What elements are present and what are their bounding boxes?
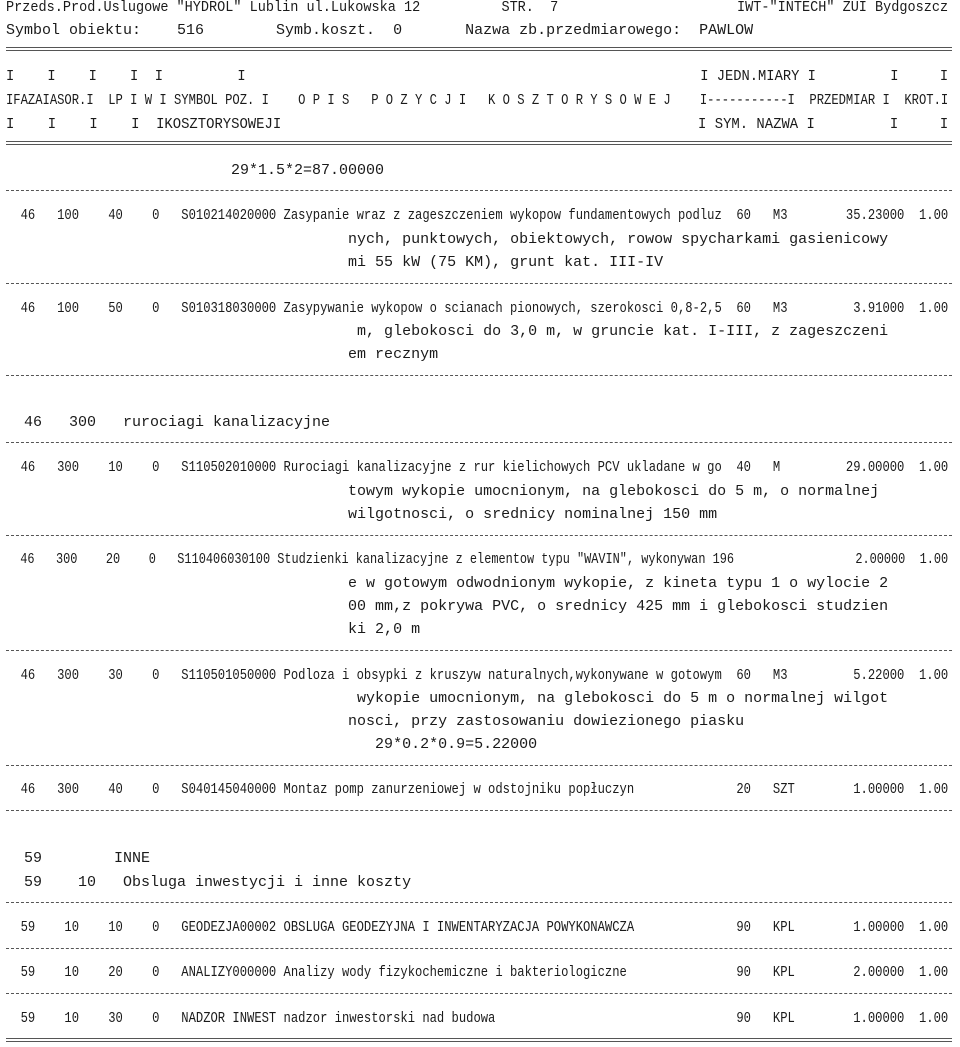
description-line: wykopie umocnionym, na glebokosci do 5 m o normalnej wilgot — [6, 690, 889, 707]
description-line: wilgotnosci, o srednicy nominalnej 150 mm — [6, 506, 718, 523]
section-title: 46 300 rurociagi kanalizacyjne — [6, 414, 331, 431]
header-line-company: Przeds.Prod.Uslugowe "HYDROL" Lublin ul.Lukowska 12 STR. 7 IWT-"INTECH" ZUI Bydgoszcz — [6, 0, 949, 16]
row-separator — [6, 902, 952, 903]
description-line: m, glebokosci do 3,0 m, w gruncie kat. I-III, z zageszczeni — [6, 323, 889, 340]
section-title: 59 10 Obsluga inwestycji i inne koszty — [6, 874, 412, 891]
description-line: ki 2,0 m — [6, 621, 421, 638]
description-line: mi 55 kW (75 KM), grunt kat. III-IV — [6, 254, 664, 271]
row-separator — [6, 535, 952, 536]
row-separator — [6, 948, 952, 949]
description-line: towym wykopie umocnionym, na glebokosci do 5 m, o normalnej — [6, 483, 880, 500]
position-line: 46 300 40 0 S040145040000 Montaz pomp zanurzeniowej w odstojniku popłuczyn 20 SZT 1.00000 1.00 — [6, 781, 949, 798]
calc-line: 29*1.5*2=87.00000 — [6, 162, 385, 179]
double-rule — [6, 141, 952, 145]
row-separator — [6, 190, 952, 191]
column-header-row: I I I I IKOSZTORYSOWEJI I SYM. NAZWA I I I — [6, 116, 949, 133]
header-line-object: Symbol obiektu: 516 Symb.koszt. 0 Nazwa zb.przedmiarowego: PAWLOW — [6, 22, 754, 39]
row-separator — [6, 650, 952, 651]
position-line: 46 300 10 0 S110502010000 Rurociagi kanalizacyjne z rur kielichowych PCV ukladane w go 40 M 29.00000 1.00 — [6, 459, 949, 476]
section-title: 59 INNE — [6, 850, 151, 867]
position-line: 59 10 10 0 GEODEZJA00002 OBSLUGA GEODEZYJNA I INWENTARYZACJA POWYKONAWCZA 90 KPL 1.00000 1.00 — [6, 919, 949, 936]
double-rule — [6, 47, 952, 51]
description-line: em recznym — [6, 346, 439, 363]
position-line: 59 10 30 0 NADZOR INWEST nadzor inwestorski nad budowa 90 KPL 1.00000 1.00 — [6, 1010, 949, 1027]
position-line: 46 100 40 0 S010214020000 Zasypanie wraz z zageszczeniem wykopow fundamentowych podluz 60 M3 35.23000 1.00 — [6, 207, 949, 224]
description-line: nych, punktowych, obiektowych, rowow spycharkami gasienicowy — [6, 231, 889, 248]
row-separator — [6, 810, 952, 811]
row-separator — [6, 765, 952, 766]
description-line: nosci, przy zastosowaniu dowiezionego piasku — [6, 713, 745, 730]
row-separator — [6, 993, 952, 994]
calc-line: 29*0.2*0.9=5.22000 — [6, 736, 538, 753]
double-rule — [6, 1038, 952, 1042]
row-separator — [6, 442, 952, 443]
row-separator — [6, 283, 952, 284]
position-line: 46 300 20 0 S110406030100 Studzienki kanalizacyjne z elementow typu "WAVIN", wykonywan 196 2.00000 1.00 — [6, 551, 949, 568]
row-separator — [6, 375, 952, 376]
column-header-row: IFAZAIASOR.I LP I W I SYMBOL POZ. I O P I S P O Z Y C J I K O S Z T O R Y S O W E J I-----------I PRZEDMIAR I KROT.I — [6, 92, 949, 109]
column-header-row: I I I I I I I JEDN.MIARY I I I — [6, 68, 949, 85]
position-line: 46 100 50 0 S010318030000 Zasypywanie wykopow o scianach pionowych, szerokosci 0,8-2,5 60 M3 3.91000 1.00 — [6, 300, 949, 317]
description-line: e w gotowym odwodnionym wykopie, z kineta typu 1 o wylocie 2 — [6, 575, 889, 592]
position-line: 59 10 20 0 ANALIZY000000 Analizy wody fizykochemiczne i bakteriologiczne 90 KPL 2.00000 1.00 — [6, 964, 949, 981]
description-line: 00 mm,z pokrywa PVC, o srednicy 425 mm i glebokosci studzien — [6, 598, 889, 615]
position-line: 46 300 30 0 S110501050000 Podloza i obsypki z kruszyw naturalnych,wykonywane w gotowym 60 M3 5.22000 1.00 — [6, 667, 949, 684]
